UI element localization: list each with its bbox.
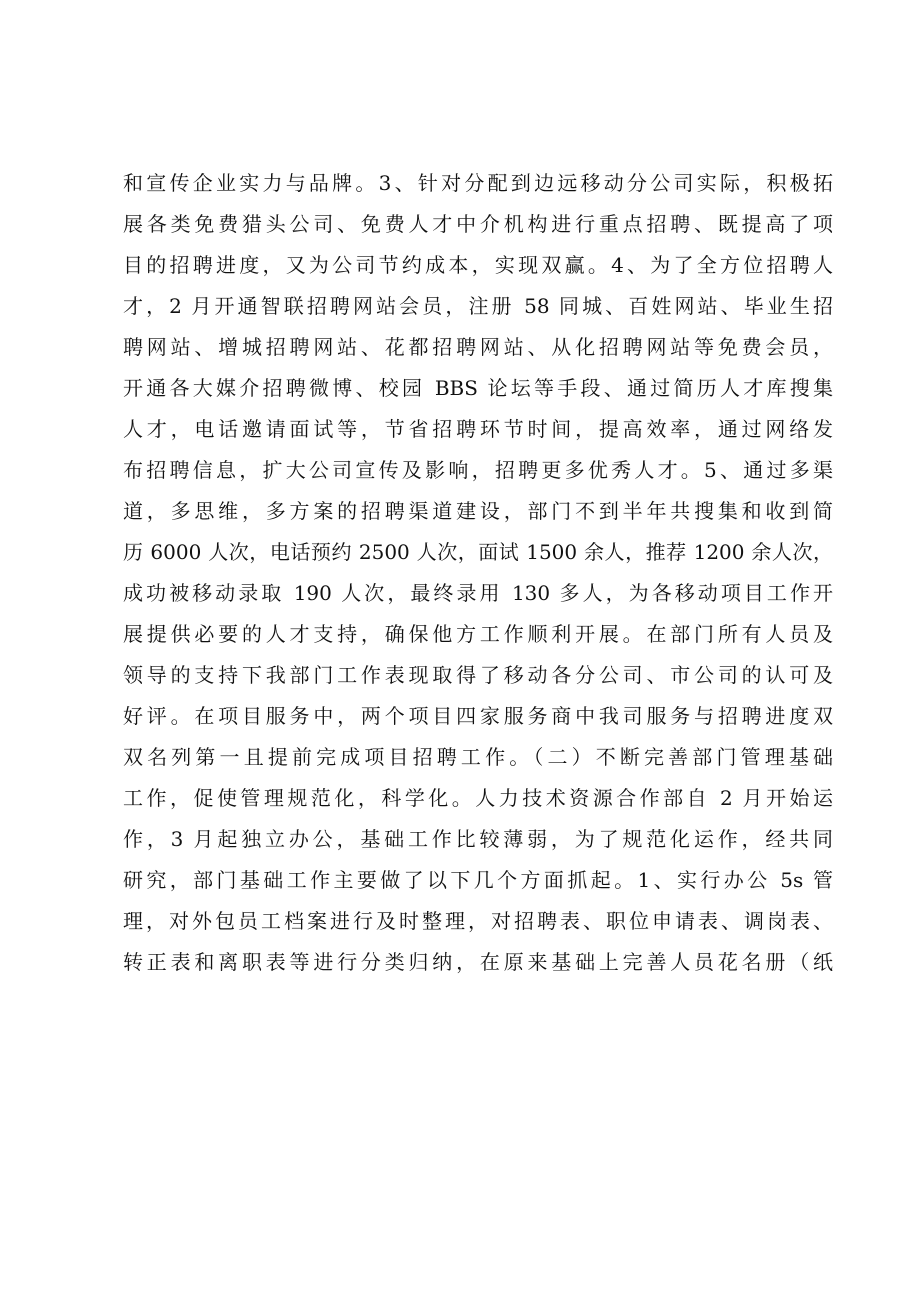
text-line: 转正表和离职表等进行分类归纳，在原来基础上完善人员花名册（纸 — [123, 950, 833, 974]
body-paragraph — [123, 163, 833, 983]
text-line: 道，多思维，多方案的招聘渠道建设，部门不到半年共搜集和收到简 — [123, 499, 833, 523]
text-line: 聘网站、增城招聘网站、花都招聘网站、从化招聘网站等免费会员， — [123, 335, 833, 359]
text-line: 领导的支持下我部门工作表现取得了移动各分公司、市公司的认可及 — [123, 663, 833, 687]
text-line: 才，2 月开通智联招聘网站会员，注册 58 同城、百姓网站、毕业生招 — [123, 294, 833, 318]
text-line: 目的招聘进度，又为公司节约成本，实现双赢。4、为了全方位招聘人 — [123, 253, 833, 277]
text-line: 成功被移动录取 190 人次，最终录用 130 多人，为各移动项目工作开 — [123, 581, 833, 605]
text-line: 理，对外包员工档案进行及时整理，对招聘表、职位申请表、调岗表、 — [123, 909, 833, 933]
text-line: 研究，部门基础工作主要做了以下几个方面抓起。1、实行办公 5s 管 — [123, 868, 833, 892]
text-line: 双名列第一且提前完成项目招聘工作。（二）不断完善部门管理基础 — [123, 745, 833, 769]
text-line: 作，3 月起独立办公，基础工作比较薄弱，为了规范化运作，经共同 — [123, 827, 833, 851]
text-line: 展各类免费猎头公司、免费人才中介机构进行重点招聘、既提高了项 — [123, 212, 833, 236]
text-line: 工作，促使管理规范化，科学化。人力技术资源合作部自 2 月开始运 — [123, 786, 833, 810]
text-line: 人才，电话邀请面试等，节省招聘环节时间，提高效率，通过网络发 — [123, 417, 833, 441]
text-line: 开通各大媒介招聘微博、校园 BBS 论坛等手段、通过简历人才库搜集 — [123, 376, 833, 400]
text-line: 展提供必要的人才支持，确保他方工作顺利开展。在部门所有人员及 — [123, 622, 833, 646]
text-line: 和宣传企业实力与品牌。3、针对分配到边远移动分公司实际，积极拓 — [123, 171, 833, 195]
text-line: 布招聘信息，扩大公司宣传及影响，招聘更多优秀人才。5、通过多渠 — [123, 458, 833, 482]
text-line: 历 6000 人次，电话预约 2500 人次，面试 1500 余人，推荐 1200 余人次， — [123, 540, 833, 564]
text-line: 好评。在项目服务中，两个项目四家服务商中我司服务与招聘进度双 — [123, 704, 833, 728]
